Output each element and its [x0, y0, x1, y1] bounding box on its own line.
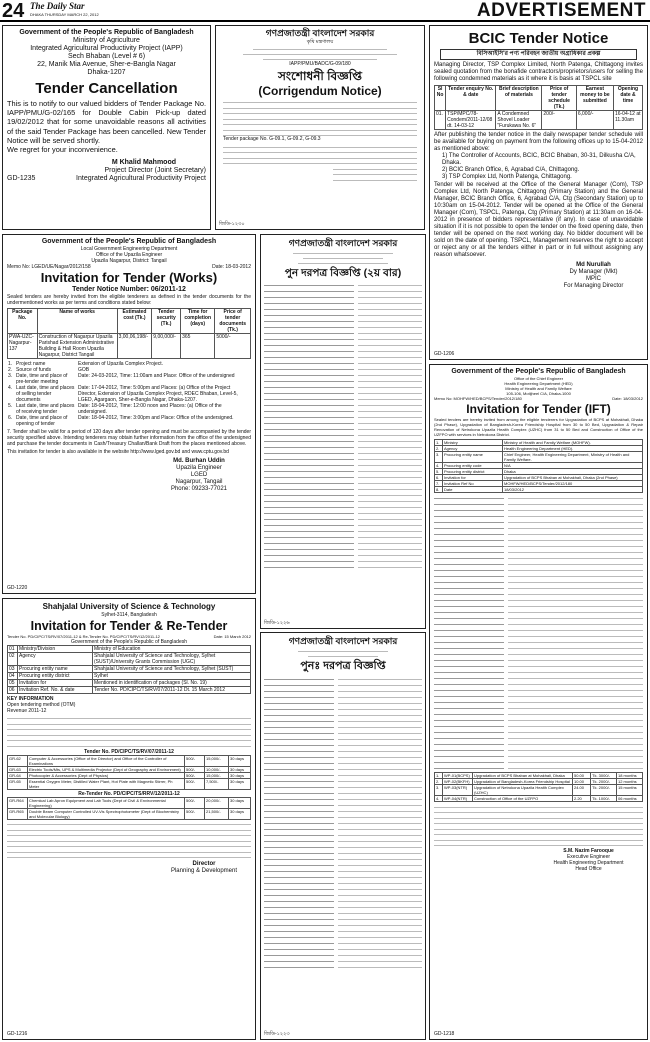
ad-intro: Managing Director, TSP Complex Limited, North Patenga, Chittagong invites sealed quotation from the bonafide contractors/proprietors/users for selling the following condemned materials as it where it is basis at TSPCL site — [434, 62, 643, 82]
packages-table — [434, 772, 643, 802]
ad-intro: Sealed tenders are hereby invited from among the eligible tenderers for Upgradation of BCPS at Mohakhali, Dhaka (2nd Phase), Upgradation of Bangladesh-Korea Friendship Hospital from 30 to 50 Bed, Upgradation & Repair Renovation of Netrokona Upazila Health Complex (UZHC) from 31 to 50 Bed and Construction of Office of the UZFPO with services in Netrokona District. — [434, 417, 643, 437]
ad-after: After publishing the tender notice in the daily newspaper tender schedule will be available for buying on payment from the following offices up to 15-04-2012 as mentioned above: — [434, 132, 643, 152]
ad-code: জিডি-১২৩০ — [219, 221, 245, 227]
list-item: 05 Invitation for Mentioned in identification of packages (Sl. No. 19) — [8, 679, 251, 686]
ad-ministry: Ministry of Health and Family Welfare — [505, 386, 572, 391]
ad-funding: Revenue 2011-12 — [7, 707, 47, 714]
ad-notice-no: Tender Notice Number: 06/2011-12 — [72, 286, 186, 293]
ad-bcic-tender — [429, 25, 648, 360]
newspaper-name: The Daily Star — [30, 1, 85, 11]
signer-title: Planning & Development — [170, 868, 238, 874]
signer-for: For Managing Director — [563, 283, 624, 289]
signer-name: M Khalid Mahmood — [111, 158, 176, 166]
ad-date: Date: 18/03/2012 — [612, 396, 643, 401]
ad-project: Integrated Agricultural Productivity Project (IAPP) — [30, 45, 183, 52]
col-sl: Sl No — [435, 86, 446, 111]
ad-govt: Government of the People's Republic of Bangladesh — [41, 238, 217, 245]
works-table: Package No. Name of works Estimated cost (Tk.) Tender security (Tk.) Time for completion (days) Price of tender documents (Tk.) PWA-UZC-Nagarpur-137 Construction of Nagarpur Upazila Parishad Extension Administrative Building & Hall Room Upazila Nagarpur, District Tangail 3,00,06,198/- 9,00,000/- 365 5000/- — [7, 308, 251, 359]
table-row: 3. WP-03(NTR) Upgradation of Netrokona Upazila Health Complex (UZHC) 24.00 Tk. 2000/- 15 months — [435, 785, 643, 796]
ad-title-en: (Corrigendum Notice) — [258, 83, 382, 98]
ad-memo: Memo No: LGED/UE/Nagar/2012/158 — [7, 264, 91, 270]
issue-date: DHAKA THURSDAY MARCH 22, 2012 — [30, 12, 99, 17]
col-opening: Opening date & time — [613, 86, 642, 111]
office-item: 1) The Controller of Accounts, BCIC, BCIC Bhaban, 30-31, Dilkusha C/A, Dhaka. — [442, 153, 636, 166]
signer-org: LGED — [190, 472, 208, 478]
retender-heading: Re-Tender No. PD/CIPC/TS/RRV/12/2011-12 — [78, 790, 180, 797]
col-price: Price of tender schedule (Tk.) — [542, 86, 576, 111]
list-item: 6. Date, time and place of opening of tender Date: 18-04-2012, Time: 3:00pm and Place: Office of the undersigned. — [8, 415, 234, 427]
packages-heading: Tender No. PD/CIPC/TS/RV/07/2011-12 — [84, 748, 174, 755]
signer-phone: Phone: 09233-77021 — [170, 486, 228, 492]
ad-dept: Local Government Engineering Department — [80, 246, 178, 252]
page-number: 24 — [2, 0, 25, 22]
ad-body: Tender will be received at the Office of the General Manager (Com), TSP Complex Ltd, North Patenga, Chittagong (Primary Station) and the General Manager, BCIC Branch Office, 6, Agrabad C/A, Ctg (Secondary Station) up to 10:30am on 15-04-2012. Tender will be opened at the Office of the General Manager (Com), TSPCL, Patenga, Ctg (Primary Station) at 11:30am on 16-04-2012 in presence of bidders representative (if any). In case of unavoidable situation if it is not possible to open the tender on the fixed opening date, then tender will be opened on the next working day. No bidder document will be sold on the date of opening. TSPCL, Management reserves the right to accept or reject any or all the tenders either in part or in full without assigning any reason whatsoever. — [434, 182, 643, 258]
list-item: 8. Date 18/03/2012 — [435, 487, 643, 493]
ad-date: Date: 18-03-2012 — [212, 264, 251, 270]
ad-memo: Memo No: MOHFW/HED/BCPS/Tender/2012/180 — [434, 396, 522, 401]
ad-hed-tender — [429, 364, 648, 1040]
ad-org: Government of the People's Republic of Bangladesh — [19, 29, 194, 36]
ad-title: Invitation for Tender (IFT) — [466, 402, 611, 416]
signer-place: Nagarpur, Tangail — [175, 479, 223, 485]
table-row: PWA-UZC-Nagarpur-137 Construction of Nagarpur Upazila Parishad Extension Administrative Building & Hall Room Upazila Nagarpur, District Tangail 3,00,06,198/- 9,00,000/- 365 5000/- — [8, 334, 251, 359]
ad-place: Upazila Nagarpur, District: Tangail — [91, 258, 167, 264]
ad-title-bn: সংশোধনী বিজ্ঞপ্তি — [277, 68, 363, 83]
ad-regret: We regret for your inconvenience. — [7, 145, 118, 155]
office-item: 2) BCIC Branch Office, 6, Agrabad C/A, Chittagong. — [442, 167, 580, 173]
list-item: 3. Procuring entity name Chief Engineer, Health Engineering Department, Ministry of Health and Family Welfare. — [435, 452, 643, 463]
tender-table — [434, 85, 643, 130]
signer-title: Executive Engineer — [566, 854, 611, 860]
signer-name: S.M. Nazim Farooque — [563, 848, 614, 854]
ad-dept: Health Engineering Department (HED) — [504, 381, 573, 386]
ad-govt: গণপ্রজাতন্ত্রী বাংলাদেশ সরকার — [265, 28, 375, 38]
ad-place: Sylhet-3114, Bangladesh — [101, 611, 157, 618]
list-item: 1. Project name Extension of Upazila Complex Project. — [8, 361, 164, 367]
ad-code: জিডি-১২২৬ — [264, 620, 290, 626]
list-item: 6. Invitation for Upgradation of BCPS Bhaban at Mohakhali, Dhaka (2nd Phase) — [435, 475, 643, 481]
ad-date: Date: 15 March 2012 — [213, 633, 251, 639]
ad-city: Dhaka-1207 — [87, 69, 126, 76]
table-row: GR-64 Photocopier & Accessories (Dept of Physics) 500/- 15,000/- 30 days — [8, 772, 251, 778]
ad-subtitle: বিসিআইসি'র পণ্য পরিবহন জাতীয় অগ্রাধিকার প্রকল্প — [440, 49, 637, 60]
section-title: ADVERTISEMENT — [476, 0, 646, 21]
ad-office: Sech Bhaban (Level # 6) — [67, 53, 146, 60]
retender-table — [7, 797, 251, 820]
ad-signature-block — [534, 848, 643, 872]
table-row: GR-65 Essential Oxygen Meter, Distilled Water Plant, Hot Plate with Magnetic Stirrer, Ph Meter 500/- 7,500/- 30 days — [8, 778, 251, 789]
ad-sust-tender — [2, 598, 256, 1040]
table-row: 4. WP-04(NTR) Construction of Office of the UZFPO 2.20 Tk. 1000/- 06 months — [435, 796, 643, 802]
ad-iapp-tender-cancellation — [2, 25, 211, 230]
signer-title: Dy Manager (Mkt) — [569, 269, 618, 275]
list-item: 1. Ministry Ministry of Health and Family Welfare (MOHFW). — [435, 440, 643, 446]
ad-office: Office of the Chief Engineer — [513, 376, 564, 381]
table-row: GR-R64 Chemical Lab Apron Equipment and Lab Tools (Dept of Civil & Environmental Engineering) 500/- 20,000/- 30 days — [8, 797, 251, 808]
ad-code: GD-1220 — [7, 585, 28, 591]
signer-org: MPIC — [586, 276, 601, 282]
ad-re-tender-bangla-2 — [260, 632, 426, 1040]
signer-office: Head Office — [575, 866, 602, 872]
ad-address: 22, Manik Mia Avenue, Sher-e-Bangla Nagar — [37, 61, 176, 68]
packages-table — [7, 755, 251, 790]
ad-title: পুন দরপত্র বিজ্ঞপ্তি (২য় বার) — [284, 267, 402, 279]
ad-govt: গণপ্রজাতন্ত্রী বাংলাদেশ সরকার — [288, 636, 398, 646]
ad-code: GD-1216 — [7, 1031, 28, 1037]
ad-corrigendum-notice — [215, 25, 425, 230]
table-row: 01. TSP/MPC/78-Condem/2011-12/08 dt. 14-03-12 A Condemned Shovel Loader "Furukawa No. 6" 200/- 6,000/- 16-04-12 at 11.30am — [436, 111, 641, 129]
office-item: 3) TSP Complex Ltd, North Patenga, Chittagong. — [442, 174, 572, 180]
ad-signature-block — [147, 458, 251, 493]
ad-ref: IAPP/PMU/BADC/G-09/180 — [289, 60, 351, 67]
signer-name: Md Nurullah — [576, 262, 611, 268]
ad-ministry: Ministry of Agriculture — [73, 37, 140, 44]
section-heading: KEY INFORMATION — [7, 695, 54, 702]
info-table — [434, 439, 643, 493]
ad-re-tender-bangla-1 — [260, 234, 426, 629]
ad-address: 105-106, Motijheel C/A, Dhaka-1000 — [506, 391, 571, 396]
info-table — [7, 361, 251, 427]
list-item: 2. Source of funds GOB — [8, 367, 90, 373]
info-table — [7, 645, 251, 694]
col-description: Brief description of materials — [496, 86, 542, 111]
ad-title: Invitation for Tender (Works) — [40, 270, 218, 285]
table-row: GR-63 Electric Tools/Mts, UPS & Multimedia Projector (Dept of Geography and Environment) 500/- 10,000/- 30 days — [8, 766, 251, 772]
signer-org: Health Engineering Department — [553, 860, 624, 866]
list-item: 01 Ministry/Division Ministry of Education — [8, 645, 251, 652]
ad-title: BCIC Tender Notice — [468, 30, 609, 47]
page-header — [0, 0, 650, 22]
signer-name: Director — [192, 861, 216, 867]
ad-title: Invitation for Tender & Re-Tender — [30, 618, 228, 633]
ad-ministry: কৃষি মন্ত্রণালয় — [306, 38, 334, 45]
ad-signature-block — [7, 159, 206, 175]
signer-org: Integrated Agricultural Productivity Project — [76, 174, 206, 182]
ad-office: Office of the Upazila Engineer — [95, 252, 163, 258]
ad-govt: গণপ্রজাতন্ত্রী বাংলাদেশ সরকার — [288, 238, 398, 248]
ad-method: Open tendering method (OTM) — [7, 701, 76, 708]
signer-title: Project Director (Joint Secretary) — [104, 166, 206, 174]
table-row: GR-62 Computer & Accessories (Office of the Director) and Office of the Controller of Examinations 500/- 15,000/- 30 days — [8, 755, 251, 766]
ad-org: Shahjalal University of Science & Technology — [42, 602, 216, 611]
table-row: 2. WP-02(BKFH) Upgradation of Bangladesh-Korea Friendship Hospital 10.00 Tk. 2000/- 12 months — [435, 779, 643, 785]
list-item: 06 Invitation Ref. No. & date Tender No. PD/CIPC/TS/RV/07/2011-12 Dt. 15 March 2012 — [8, 686, 251, 693]
list-item: 04 Procuring entity district Sylhet — [8, 672, 251, 679]
signer-title: Upazila Engineer — [176, 465, 222, 471]
list-item: 3. Date, time and place of pre-tender meeting Date: 24-03-2012, Time: 11:00am and Place: Office of the undersigned — [8, 373, 235, 385]
ad-code: GD-1235 — [7, 174, 36, 182]
ad-code: GD-1218 — [434, 1031, 455, 1037]
ad-note: 7. Tender shall be valid for a period of 120 days after tender opening and must be accompanied by the tender security specified above. Intending tenderers may obtain further information from the office of the undersigned and purchase the tender documents in Cash/Treasury Challan/Bank Draft from the places mentioned above. — [7, 429, 251, 447]
ad-intro: Sealed tenders are hereby invited from the eligible tenderers as defined in the tender documents for the undermentioned works as per terms and conditions stated below: — [7, 294, 251, 306]
table-row: 1. WP-01(BCPS) Upgradation of BCPS Bhaban at Mohakhali, Dhaka 50.00 Tk. 3000/- 18 months — [435, 773, 643, 779]
ad-govt: Government of the People's Republic of Bangladesh — [451, 368, 626, 375]
list-item: 5. Last date, time and places of receiving tender Date: 18-04-2012, Time: 12:00 noon and Places: (a) Office of the undersigned. — [8, 403, 222, 415]
list-item: 7. Invitation Ref No MOHFW/HED/BCPS/Tender/2012/180 — [435, 481, 643, 487]
list-item: 2. Agency Health Engineering Department (HED). — [435, 446, 643, 452]
table-row: GR-R65 Double Beam Computer Controlled UV-Vis Spectrophotometer (Dept of Biochemistry and Molecular Biology) 500/- 21,500/- 30 days — [8, 808, 251, 819]
ad-body: This is to notify to our valued bidders of Tender Package No. IAPP/PMU/G-02/165 for Double Cabin Pick-up dated 19/02/2012 that for some unavoidable reasons all activities of the said Tender Package has been cancelled. New Tender Notice will be served shortly. — [7, 99, 206, 145]
list-item: 02 Agency Shahjalal University of Science and Technology, Sylhet (SUST)/University Grants Commission (UGC) — [8, 652, 251, 665]
ad-code: জিডি-১২২৩ — [264, 1031, 290, 1037]
signer-name: Md. Burhan Uddin — [173, 458, 225, 464]
list-item: 5. Procuring entity district Dhaka — [435, 469, 643, 475]
ad-title: পুনঃ দরপত্র বিজ্ঞপ্তি — [300, 660, 386, 672]
ad-govt: Government of the People's Republic of Bangladesh — [70, 638, 188, 645]
ad-ref: Tender No. PD/CIPC/TS/RV/07/2011-12 & Re-Tender No. PD/CIPC/TS/RV/12/2011-12 — [7, 633, 160, 639]
ad-code: GD-1206 — [434, 351, 455, 357]
ad-snippet: Tender package No. G-09.1, G-09.2, G-09.3 — [223, 136, 321, 142]
ad-lged-tender — [2, 234, 256, 594]
col-earnest: Earnest money to be submitted — [576, 86, 613, 111]
list-item: 4. Procuring entity code N/A — [435, 463, 643, 469]
col-enquiry: Tender enquiry No. & date — [446, 86, 496, 111]
ad-web: This invitation for tender is also available in the website http://www.lged.gov.bd and www.cptu.gov.bd — [7, 449, 229, 455]
list-item: 4. Last date, time and places of selling tender documents Date: 17-04-2012, Time: 5:00pm and Places: (a) Office of the Project Director, Extension of Upazila Complex Project, RDEC Bhaban, Level-5, LGED, Agargaon, Sher-e-Bangla Nagar, Dhaka-1207. — [8, 385, 238, 403]
list-item: 03 Procuring entity name Shahjalal University of Science and Technology, Sylhet (SUST) — [8, 665, 251, 672]
ad-title: Tender Cancellation — [35, 80, 178, 97]
ad-signature-block — [544, 262, 643, 290]
ad-signature-block — [157, 861, 251, 875]
